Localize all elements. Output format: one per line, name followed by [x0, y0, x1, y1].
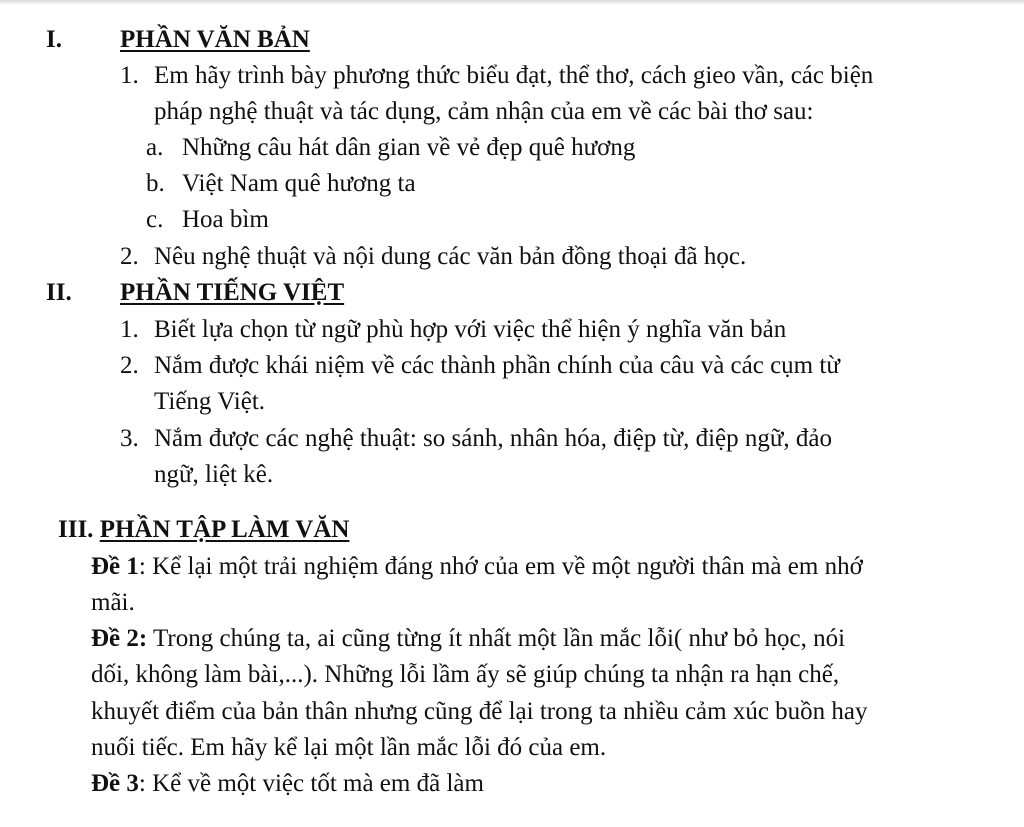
list-item-text: Em hãy trình bày phương thức biểu đạt, thể thơ, cách gieo vần, các biện	[154, 62, 874, 89]
section-3-heading	[58, 515, 349, 545]
list-item-text: Nêu nghệ thuật và nội dung các văn bản đồng thoại đã học.	[154, 243, 747, 270]
list-item-text: Việt Nam quê hương ta	[182, 170, 416, 197]
list-item-text: Biết lựa chọn từ ngữ phù hợp với việc thể hiện ý nghĩa văn bản	[154, 316, 787, 343]
section-3-title: PHẦN TẬP LÀM VĂN	[99, 516, 350, 543]
list-item-text: Hoa bìm	[182, 206, 269, 233]
de-2-line-1	[91, 624, 845, 654]
list-item-text: Những câu hát dân gian về vẻ đẹp quê hương	[182, 134, 636, 161]
section-3-number: III.	[58, 516, 94, 543]
section-2-item-2-line-1	[120, 351, 840, 381]
de-2-line-2: dối, không làm bài,...). Những lỗi lầm ấy sẽ giúp chúng ta nhận ra hạn chế,	[91, 661, 840, 688]
de-1-label: Đề 1	[91, 553, 139, 580]
de-2-line-3: khuyết điểm của bản thân nhưng cũng để lại trong ta nhiều cảm xúc buồn hay	[91, 698, 868, 725]
section-2-item-3-line-1	[120, 424, 832, 454]
de-3-line-1	[91, 769, 484, 799]
de-2-line-4: nuối tiếc. Em hãy kể lại một lần mắc lỗi đó của em.	[91, 734, 607, 761]
de-2-text: Trong chúng ta, ai cũng từng ít nhất một lần mắc lỗi( như bỏ học, nói	[147, 625, 846, 652]
list-marker: 1.	[120, 316, 139, 343]
list-item-text: Nắm được các nghệ thuật: so sánh, nhân hóa, điệp từ, điệp ngữ, đảo	[154, 425, 833, 452]
section-1-title: PHẦN VĂN BẢN	[120, 26, 310, 53]
section-1-item-1-line-2: pháp nghệ thuật và tác dụng, cảm nhận của em về các bài thơ sau:	[154, 98, 814, 125]
page-top-edge	[0, 0, 1024, 5]
list-item-text: Nắm được khái niệm về các thành phần chính của câu và các cụm từ	[154, 352, 840, 379]
section-1-sub-a	[146, 133, 635, 163]
list-marker: c.	[146, 206, 164, 233]
section-1-sub-c	[146, 205, 269, 235]
section-2-item-1	[120, 315, 786, 345]
section-2-title: PHẦN TIẾNG VIỆT	[120, 279, 345, 306]
de-1-text: : Kể lại một trải nghiệm đáng nhớ của em về một người thân mà em nhớ	[138, 553, 863, 580]
section-1-number: I.	[46, 26, 62, 53]
section-2-item-3-line-2: ngữ, liệt kê.	[154, 461, 274, 488]
de-1-line-2: mãi.	[91, 589, 135, 616]
list-marker: 3.	[120, 425, 139, 452]
de-2-label: Đề 2:	[91, 625, 148, 652]
list-marker: 2.	[120, 243, 139, 270]
section-2-item-2-line-2: Tiếng Việt.	[154, 388, 266, 415]
list-marker: 2.	[120, 352, 139, 379]
de-3-text: : Kể về một việc tốt mà em đã làm	[138, 770, 484, 797]
section-1-item-1-line-1	[120, 61, 873, 91]
list-marker: a.	[146, 134, 164, 161]
section-1-item-2	[120, 242, 746, 272]
list-marker: 1.	[120, 62, 139, 89]
de-3-label: Đề 3	[91, 770, 139, 797]
section-2-number: II.	[46, 279, 72, 306]
de-1-line-1	[91, 552, 863, 582]
section-1-sub-b	[146, 169, 416, 199]
list-marker: b.	[146, 170, 165, 197]
